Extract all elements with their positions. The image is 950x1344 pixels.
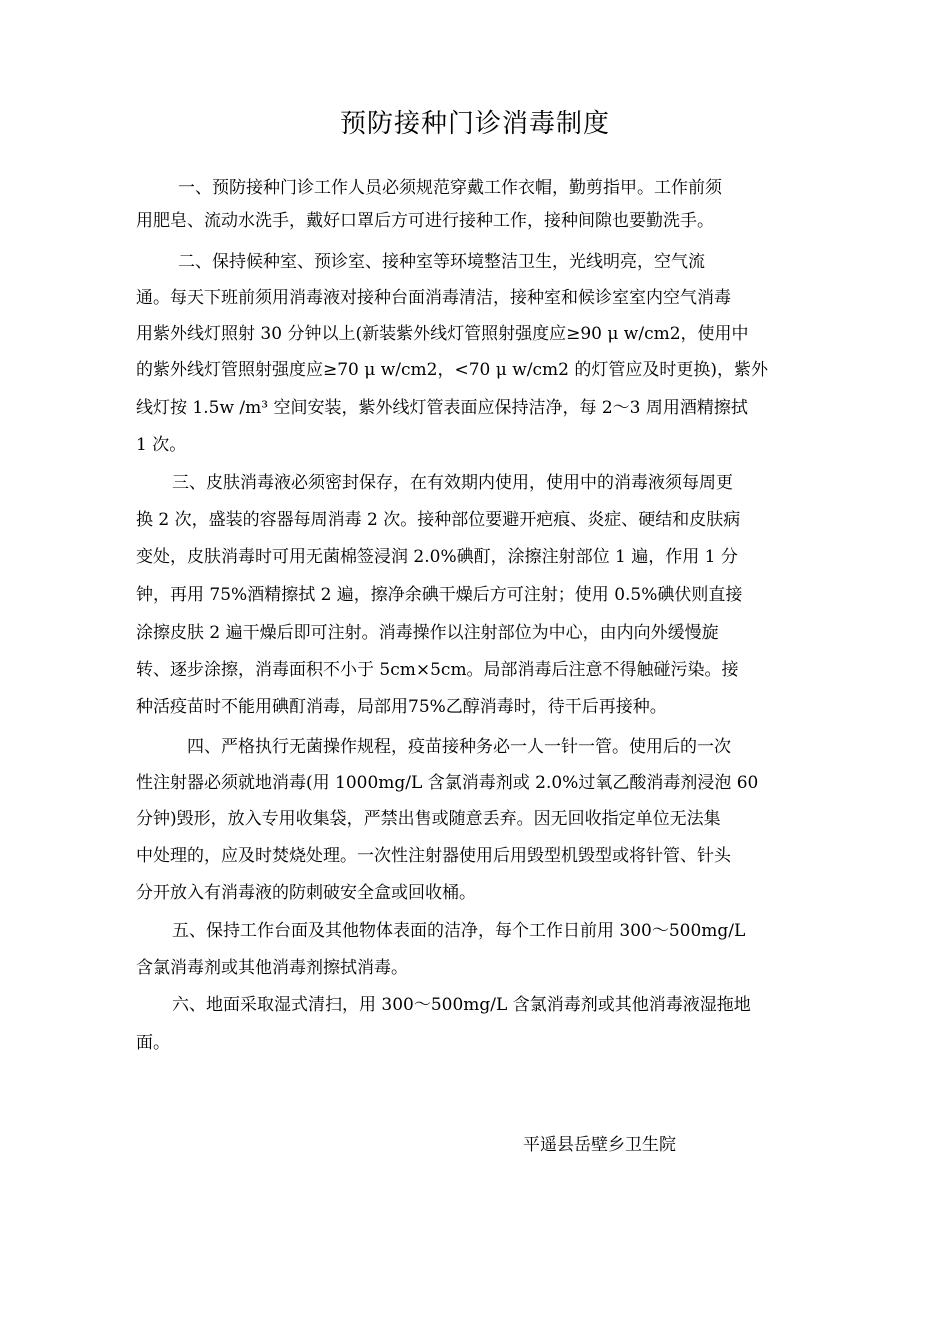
document-title: 预防接种门诊消毒制度 <box>339 109 610 139</box>
signature-institution: 平遥县岳壁乡卫生院 <box>523 1135 676 1155</box>
paragraph-3-line-4: 钟，再用 75%酒精擦拭 2 遍，擦净余碘干燥后方可注射；使用 0.5%碘伏则直接 <box>136 585 743 605</box>
paragraph-6-line-1: 六、地面采取湿式清扫，用 300～500mg/L 含氯消毒剂或其他消毒液湿拖地 <box>172 995 751 1015</box>
paragraph-3-line-7: 种活疫苗时不能用碘酊消毒，局部用75%乙醇消毒时，待干后再接种。 <box>136 697 667 717</box>
paragraph-4-line-5: 分开放入有消毒液的防刺破安全盒或回收桶。 <box>136 883 476 903</box>
paragraph-1-line-2: 用肥皂、流动水洗手，戴好口罩后方可进行接种工作，接种间隙也要勤洗手。 <box>136 211 714 231</box>
paragraph-3-line-3: 变处，皮肤消毒时可用无菌棉签浸润 2.0%碘酊，涂擦注射部位 1 遍，作用 1 分 <box>136 547 738 567</box>
paragraph-6-line-2: 面。 <box>136 1033 170 1053</box>
paragraph-5-line-1: 五、保持工作台面及其他物体表面的洁净，每个工作日前用 300～500mg/L <box>172 921 746 941</box>
paragraph-2-line-3: 用紫外线灯照射 30 分钟以上(新装紫外线灯管照射强度应≥90 μ w/cm2，使用中 <box>136 324 749 344</box>
paragraph-2-line-5: 线灯按 1.5w /m³ 空间安装，紫外线灯管表面应保持洁净，每 2～3 周用酒精擦拭 <box>136 398 748 418</box>
paragraph-5-line-2: 含氯消毒剂或其他消毒剂擦拭消毒。 <box>136 958 408 978</box>
paragraph-3-line-1: 三、皮肤消毒液必须密封保存，在有效期内使用，使用中的消毒液须每周更 <box>172 473 733 493</box>
paragraph-2-line-4: 的紫外线灯管照射强度应≥70 μ w/cm2，<70 μ w/cm2 的灯管应及时更换)，紫外 <box>136 360 768 380</box>
paragraph-4-line-2: 性注射器必须就地消毒(用 1000mg/L 含氯消毒剂或 2.0%过氧乙酸消毒剂浸泡 60 <box>136 773 759 793</box>
paragraph-4-line-1: 四、严格执行无菌操作规程，疫苗接种务必一人一针一管。使用后的一次 <box>187 737 731 757</box>
paragraph-4-line-3: 分钟)毁形，放入专用收集袋，严禁出售或随意丢弃。因无回收指定单位无法集 <box>136 809 721 829</box>
paragraph-2-line-6: 1 次。 <box>136 435 187 455</box>
paragraph-2-line-2: 通。每天下班前须用消毒液对接种台面消毒清洁，接种室和候诊室室内空气消毒 <box>136 288 731 308</box>
paragraph-2-line-1: 二、保持候种室、预诊室、接种室等环境整洁卫生，光线明亮，空气流 <box>178 252 705 272</box>
paragraph-3-line-6: 转、逐步涂擦，消毒面积不小于 5cm×5cm。局部消毒后注意不得触碰污染。接 <box>136 660 739 680</box>
paragraph-4-line-4: 中处理的，应及时焚烧处理。一次性注射器使用后用毁型机毁型或将针管、针头 <box>136 846 731 866</box>
paragraph-1-line-1: 一、预防接种门诊工作人员必须规范穿戴工作衣帽，勤剪指甲。工作前须 <box>178 178 722 198</box>
paragraph-3-line-5: 涂擦皮肤 2 遍干燥后即可注射。消毒操作以注射部位为中心，由内向外缓慢旋 <box>136 623 719 643</box>
paragraph-3-line-2: 换 2 次，盛装的容器每周消毒 2 次。接种部位要避开疤痕、炎症、硬结和皮肤病 <box>136 510 741 530</box>
